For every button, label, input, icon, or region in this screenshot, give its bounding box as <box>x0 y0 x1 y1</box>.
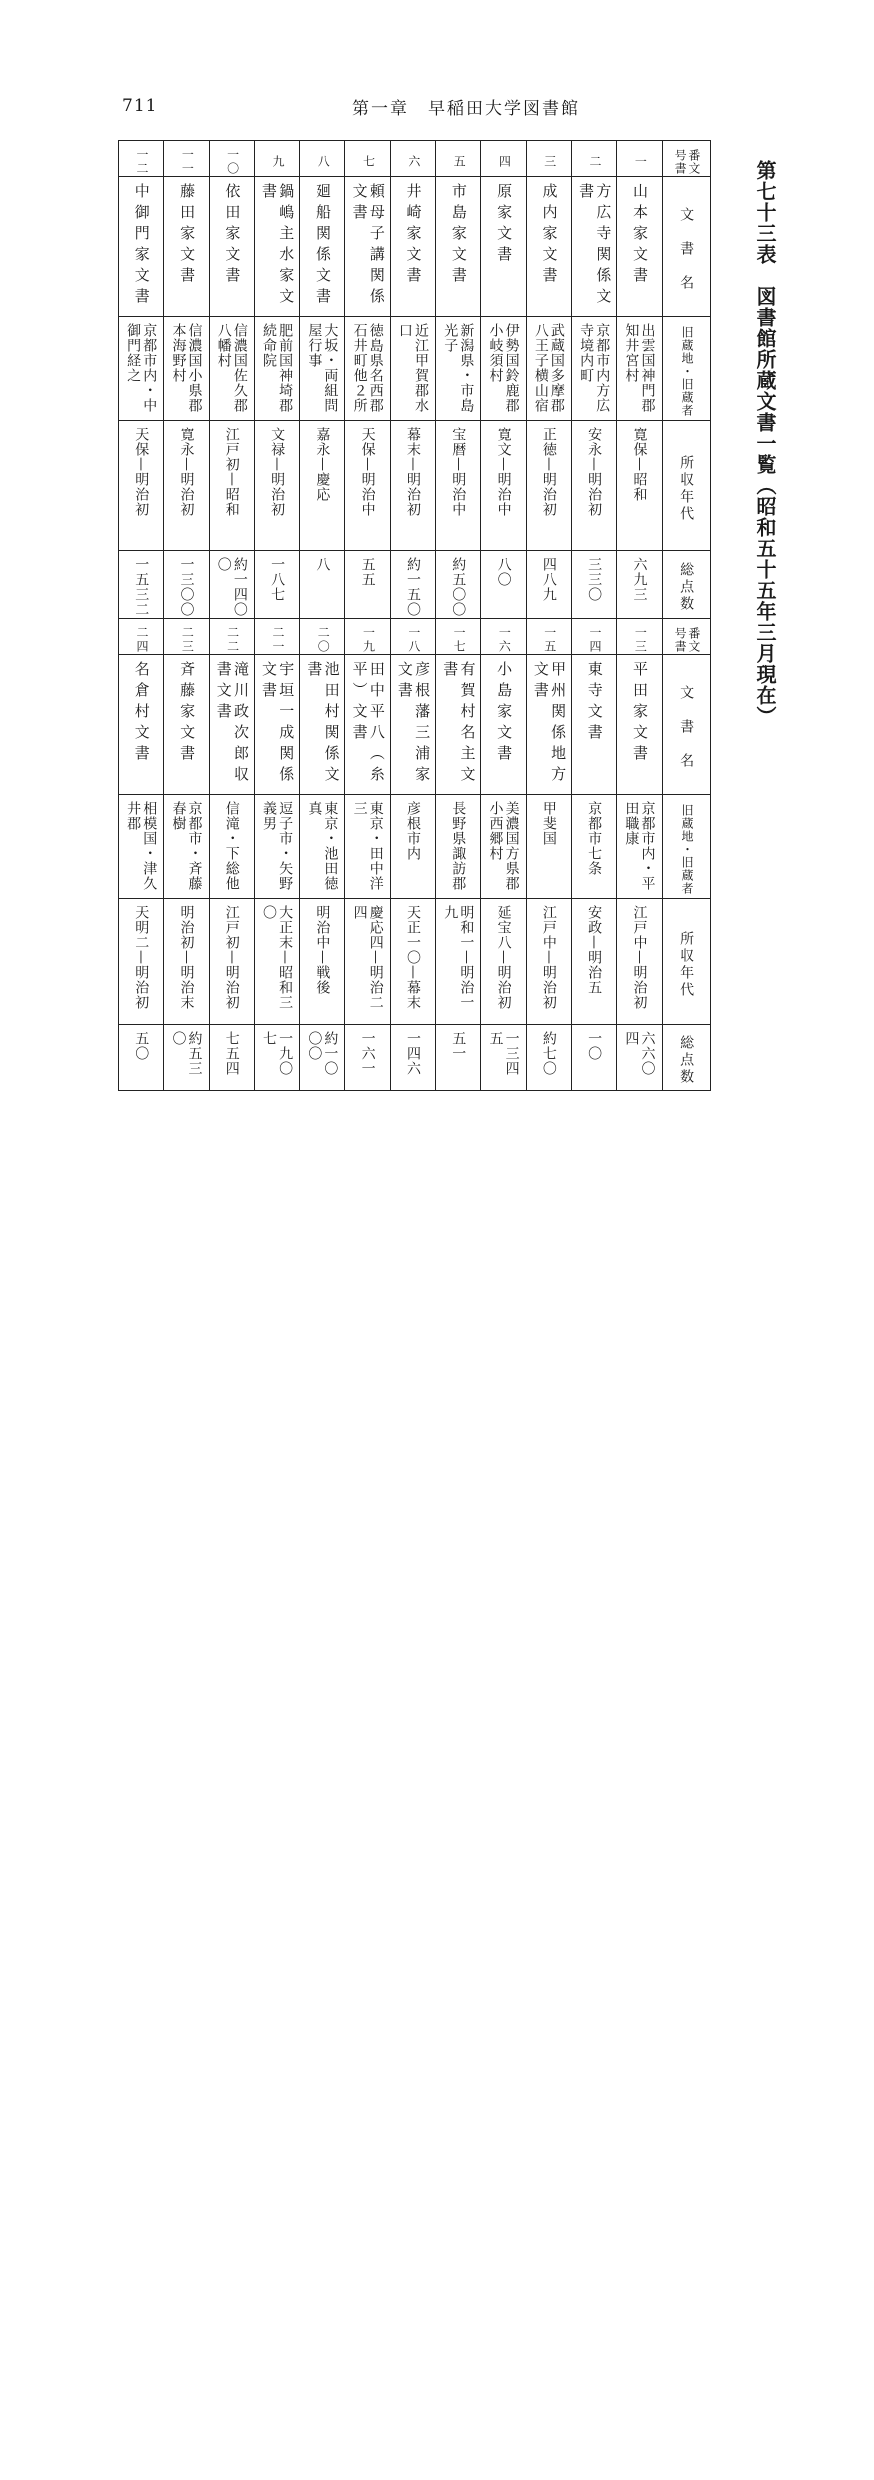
row-era <box>390 421 435 551</box>
row-holder <box>209 317 254 421</box>
row-count-text: 一三四五 <box>487 1031 520 1076</box>
row-name <box>526 655 571 795</box>
row-era-text: 天保—明治中 <box>359 427 376 517</box>
row-name <box>300 177 345 317</box>
row-count-text: 六九三 <box>631 557 648 602</box>
row-name-text: 井崎家文書 <box>404 183 423 288</box>
row-name <box>481 177 526 317</box>
row-name-text: 方広寺関係文書 <box>577 183 613 309</box>
row-name <box>390 655 435 795</box>
row-count-text: 一八七 <box>269 557 286 602</box>
row-count-text: 五一 <box>450 1031 467 1061</box>
row-era <box>571 899 616 1025</box>
row-count <box>345 1025 390 1091</box>
row-era-text: 嘉永—慶応 <box>314 427 331 502</box>
row-count-text: 一六一 <box>359 1031 376 1076</box>
row-number <box>119 619 164 655</box>
row-name-text: 池田村関係文書 <box>305 661 341 787</box>
row-count-text: 三三〇 <box>586 557 603 602</box>
row-holder <box>254 317 299 421</box>
row-name <box>345 177 390 317</box>
row-count <box>526 551 571 619</box>
row-count-text: 七五四 <box>223 1031 240 1076</box>
row-holder <box>390 317 435 421</box>
header-count <box>662 551 710 619</box>
row-name-text: 田中平八（糸平）文書 <box>350 661 386 787</box>
row-count <box>526 1025 571 1091</box>
row-count <box>617 551 662 619</box>
row-number-text: 二四 <box>135 625 150 654</box>
row-count <box>571 1025 616 1091</box>
row-holder-text: 信滝・下総他 <box>223 801 240 891</box>
running-head: 第一章 早稲田大学図書館 <box>352 99 580 119</box>
row-holder <box>526 795 571 899</box>
row-name-text: 山本家文書 <box>631 183 650 288</box>
row-era <box>300 421 345 551</box>
row-count-text: 六六〇四 <box>623 1031 656 1076</box>
row-era <box>571 421 616 551</box>
row-holder-text: 近江甲賀郡水口 <box>396 323 430 413</box>
row-number-text: 一六 <box>497 625 512 654</box>
row-count <box>481 1025 526 1091</box>
row-name-text: 頼母子講関係文書 <box>350 183 386 309</box>
row-holder-text: 大坂・両組問屋行事 <box>306 323 339 413</box>
row-name <box>571 655 616 795</box>
row-holder-text: 甲斐国 <box>540 801 557 846</box>
row-holder-text: 京都市内方広寺境内町 <box>578 323 611 413</box>
row-holder-text: 相模国・津久井郡 <box>125 801 158 891</box>
row-number <box>345 141 390 177</box>
header-era-text: 所収年代 <box>678 930 695 999</box>
row-count-text: 一〇 <box>586 1031 603 1061</box>
header-number <box>662 141 710 177</box>
row-holder <box>617 317 662 421</box>
header-count <box>662 1025 710 1091</box>
row-number-text: 一五 <box>542 625 557 654</box>
row-count <box>436 1025 481 1091</box>
row-number-text: 一 <box>633 154 648 169</box>
row-number <box>300 619 345 655</box>
row-holder-text: 信濃国小県郡本海野村 <box>170 323 203 413</box>
row-count-text: 五〇 <box>133 1031 150 1061</box>
row-holder <box>526 317 571 421</box>
row-name <box>119 177 164 317</box>
row-era-text: 幕末—明治初 <box>404 427 421 517</box>
row-number-text: 一四 <box>588 625 603 654</box>
row-era <box>254 899 299 1025</box>
row-era-text: 江戸中—明治初 <box>631 905 648 1010</box>
header-name-text: 文 書 名 <box>678 685 695 770</box>
row-holder-text: 京都市内・中御門経之 <box>125 323 158 413</box>
header-number <box>662 619 710 655</box>
row-count-text: 約五三〇 <box>170 1031 203 1076</box>
row-holder <box>571 795 616 899</box>
row-count-text: 五五 <box>359 557 376 587</box>
row-number <box>254 619 299 655</box>
row-era <box>526 421 571 551</box>
row-number-text: 六 <box>406 154 421 169</box>
row-number-text: 一〇 <box>225 147 240 176</box>
row-holder <box>345 317 390 421</box>
page-number: 711 <box>122 96 158 116</box>
row-number <box>526 619 571 655</box>
row-number-text: 一一 <box>180 147 195 176</box>
row-number <box>164 619 209 655</box>
header-count-text: 総点数 <box>678 1035 695 1086</box>
header-era <box>662 899 710 1025</box>
row-era <box>119 899 164 1025</box>
header-holder <box>662 795 710 899</box>
row-holder <box>300 795 345 899</box>
row-count-text: 約一五〇 <box>404 557 421 617</box>
row-holder <box>254 795 299 899</box>
row-holder-text: 肥前国神埼郡続命院 <box>261 323 294 413</box>
row-holder-text: 長野県諏訪郡 <box>450 801 467 891</box>
row-holder <box>481 317 526 421</box>
row-number <box>526 141 571 177</box>
row-era <box>617 421 662 551</box>
row-era-text: 文禄—明治初 <box>269 427 286 517</box>
row-holder <box>164 795 209 899</box>
row-holder-text: 新潟県・市島光子 <box>442 323 475 413</box>
row-number <box>617 619 662 655</box>
row-count-text: 四八九 <box>540 557 557 602</box>
row-count-text: 八 <box>314 557 331 572</box>
row-name-text: 滝川政次郎収書文書 <box>214 661 250 787</box>
row-name <box>254 655 299 795</box>
row-number <box>481 141 526 177</box>
row-number-text: 二二 <box>225 625 240 654</box>
row-name <box>209 655 254 795</box>
row-holder <box>209 795 254 899</box>
row-name-text: 原家文書 <box>495 183 514 267</box>
row-number <box>390 619 435 655</box>
row-count <box>617 1025 662 1091</box>
row-holder-text: 彦根市内 <box>404 801 421 861</box>
row-name-text: 宇垣一成関係文書 <box>260 661 296 787</box>
row-count-text: 約一〇〇〇 <box>306 1031 339 1076</box>
row-number <box>164 141 209 177</box>
row-era-text: 天明二—明治初 <box>133 905 150 1010</box>
row-number <box>617 141 662 177</box>
row-count-text: 一五三二 <box>133 557 150 617</box>
row-era <box>300 899 345 1025</box>
row-name <box>481 655 526 795</box>
row-number <box>209 619 254 655</box>
row-name <box>617 177 662 317</box>
table-title: 第七十三表 図書館所蔵文書一覧（昭和五十五年三月現在） <box>753 160 777 727</box>
row-holder <box>345 795 390 899</box>
row-count <box>119 551 164 619</box>
row-number <box>481 619 526 655</box>
row-name-text: 藤田家文書 <box>178 183 197 288</box>
row-count <box>481 551 526 619</box>
row-number-text: 一九 <box>361 625 376 654</box>
row-number <box>571 141 616 177</box>
row-era <box>209 899 254 1025</box>
row-number-text: 七 <box>361 154 376 169</box>
header-holder-text: 旧蔵地・旧蔵者 <box>679 804 694 895</box>
row-name <box>571 177 616 317</box>
row-name <box>119 655 164 795</box>
row-number <box>254 141 299 177</box>
row-count <box>345 551 390 619</box>
row-number-text: 二一 <box>270 625 285 654</box>
row-era <box>345 421 390 551</box>
header-count-text: 総点数 <box>678 562 695 613</box>
row-number-text: 四 <box>497 154 512 169</box>
header-name-text: 文 書 名 <box>678 207 695 292</box>
row-era <box>119 421 164 551</box>
row-name-text: 市島家文書 <box>449 183 468 288</box>
row-count-text: 八〇 <box>495 557 512 587</box>
row-era-text: 安政—明治五 <box>586 905 603 995</box>
row-holder <box>436 317 481 421</box>
row-count <box>390 1025 435 1091</box>
row-count-text: 約一四〇〇 <box>215 557 248 617</box>
row-name-text: 鍋嶋主水家文書 <box>260 183 296 309</box>
row-era-text: 寛永—明治初 <box>178 427 195 517</box>
row-era-text: 明和一—明治一九 <box>442 905 475 1010</box>
row-era-text: 延宝八—明治初 <box>495 905 512 1010</box>
row-era-text: 寛文—明治中 <box>495 427 512 517</box>
row-number <box>390 141 435 177</box>
row-name <box>164 177 209 317</box>
header-number-text: 番文号書 <box>673 148 701 175</box>
row-holder <box>119 317 164 421</box>
row-number <box>436 619 481 655</box>
row-name <box>209 177 254 317</box>
row-name-text: 有賀村名主文書 <box>441 661 477 787</box>
row-era-text: 江戸中—明治初 <box>540 905 557 1010</box>
header-holder-text: 旧蔵地・旧蔵者 <box>679 326 694 417</box>
row-holder-text: 逗子市・矢野義男 <box>261 801 294 891</box>
row-name-text: 彦根藩三浦家文書 <box>395 661 432 787</box>
row-number <box>119 141 164 177</box>
row-era-text: 江戸初—明治初 <box>223 905 240 1010</box>
row-number-text: 二三 <box>180 625 195 654</box>
row-holder-text: 信濃国佐久郡八幡村 <box>215 323 248 413</box>
row-era <box>526 899 571 1025</box>
row-holder <box>617 795 662 899</box>
row-holder-text: 東京・田中洋三 <box>351 801 384 891</box>
row-count <box>209 551 254 619</box>
row-count-text: 一三〇〇 <box>178 557 195 617</box>
row-count-text: 一九〇七 <box>261 1031 294 1076</box>
header-number-text: 番文号書 <box>673 626 701 653</box>
row-era <box>436 421 481 551</box>
row-name <box>436 177 481 317</box>
row-name <box>300 655 345 795</box>
row-count <box>300 1025 345 1091</box>
row-holder <box>571 317 616 421</box>
row-era <box>164 899 209 1025</box>
row-holder <box>300 317 345 421</box>
row-holder-text: 武蔵国多摩郡八王子横山宿 <box>532 323 565 413</box>
row-name-text: 廻船関係文書 <box>313 183 332 309</box>
row-count <box>571 551 616 619</box>
row-count <box>164 1025 209 1091</box>
row-era <box>617 899 662 1025</box>
row-era <box>481 421 526 551</box>
row-name <box>345 655 390 795</box>
row-number-text: 二 <box>588 154 603 169</box>
row-name <box>164 655 209 795</box>
row-number-text: 五 <box>452 154 467 169</box>
row-name-text: 成内家文書 <box>540 183 559 288</box>
row-name <box>436 655 481 795</box>
row-holder-text: 出雲国神門郡知井宮村 <box>623 323 656 413</box>
row-number-text: 一八 <box>406 625 421 654</box>
row-era-text: 天正一〇—幕末 <box>404 905 421 1010</box>
row-holder-text: 京都市内・平田職康 <box>623 801 656 891</box>
row-name-text: 平田家文書 <box>631 661 650 766</box>
row-holder <box>119 795 164 899</box>
row-era <box>390 899 435 1025</box>
row-era-text: 宝暦—明治中 <box>450 427 467 517</box>
header-era-text: 所収年代 <box>678 454 695 523</box>
row-era-text: 寛保—昭和 <box>631 427 648 502</box>
row-number <box>571 619 616 655</box>
row-era-text: 天保—明治初 <box>133 427 150 517</box>
row-holder-text: 徳島県名西郡石井町他２所 <box>351 323 384 413</box>
header-name <box>662 177 710 317</box>
row-name-text: 斉藤家文書 <box>178 661 197 766</box>
row-name <box>617 655 662 795</box>
row-holder <box>481 795 526 899</box>
row-number <box>300 141 345 177</box>
row-name-text: 中御門家文書 <box>132 183 151 309</box>
row-name <box>254 177 299 317</box>
row-number-text: 二〇 <box>316 625 331 654</box>
row-era <box>436 899 481 1025</box>
row-holder <box>436 795 481 899</box>
row-name <box>526 177 571 317</box>
row-count-text: 一四六 <box>404 1031 421 1076</box>
row-number-text: 九 <box>270 154 285 169</box>
row-holder-text: 京都市・斉藤春樹 <box>170 801 203 891</box>
row-era <box>164 421 209 551</box>
document-table-lower <box>118 618 711 1091</box>
row-era-text: 正徳—明治初 <box>540 427 557 517</box>
row-name <box>390 177 435 317</box>
row-holder <box>390 795 435 899</box>
row-holder-text: 京都市七条 <box>586 801 603 876</box>
row-era <box>345 899 390 1025</box>
document-table-upper <box>118 140 711 619</box>
row-count <box>390 551 435 619</box>
header-era <box>662 421 710 551</box>
row-name-text: 東寺文書 <box>585 661 604 745</box>
row-number-text: 一七 <box>452 625 467 654</box>
row-number <box>436 141 481 177</box>
header-name <box>662 655 710 795</box>
row-count-text: 約五〇〇 <box>450 557 467 617</box>
row-count-text: 約七〇 <box>540 1031 557 1076</box>
row-count <box>254 1025 299 1091</box>
row-era <box>209 421 254 551</box>
header-holder <box>662 317 710 421</box>
row-count <box>119 1025 164 1091</box>
row-era-text: 明治初—明治末 <box>178 905 195 1010</box>
row-name-text: 甲州関係地方文書 <box>531 661 568 787</box>
row-holder-text: 伊勢国鈴鹿郡小岐須村 <box>487 323 520 413</box>
row-holder <box>164 317 209 421</box>
row-count <box>209 1025 254 1091</box>
row-count <box>164 551 209 619</box>
row-era <box>254 421 299 551</box>
row-name-text: 依田家文書 <box>223 183 242 288</box>
row-count <box>300 551 345 619</box>
row-era-text: 慶応四—明治二四 <box>351 905 384 1010</box>
row-number-text: 三 <box>542 154 557 169</box>
row-era-text: 大正末—昭和三〇 <box>261 905 294 1010</box>
row-era-text: 明治中—戦後 <box>314 905 331 995</box>
row-number <box>345 619 390 655</box>
row-name-text: 小島家文書 <box>495 661 514 766</box>
row-count <box>254 551 299 619</box>
row-era-text: 安永—明治初 <box>586 427 603 517</box>
row-holder-text: 東京・池田徳真 <box>306 801 339 891</box>
row-count <box>436 551 481 619</box>
row-era <box>481 899 526 1025</box>
row-holder-text: 美濃国方県郡小西郷村 <box>487 801 520 891</box>
row-number-text: 八 <box>316 154 331 169</box>
row-number-text: 一二 <box>135 147 150 176</box>
row-era-text: 江戸初—昭和 <box>223 427 240 517</box>
row-name-text: 名倉村文書 <box>132 661 151 766</box>
row-number-text: 一三 <box>633 625 648 654</box>
row-number <box>209 141 254 177</box>
